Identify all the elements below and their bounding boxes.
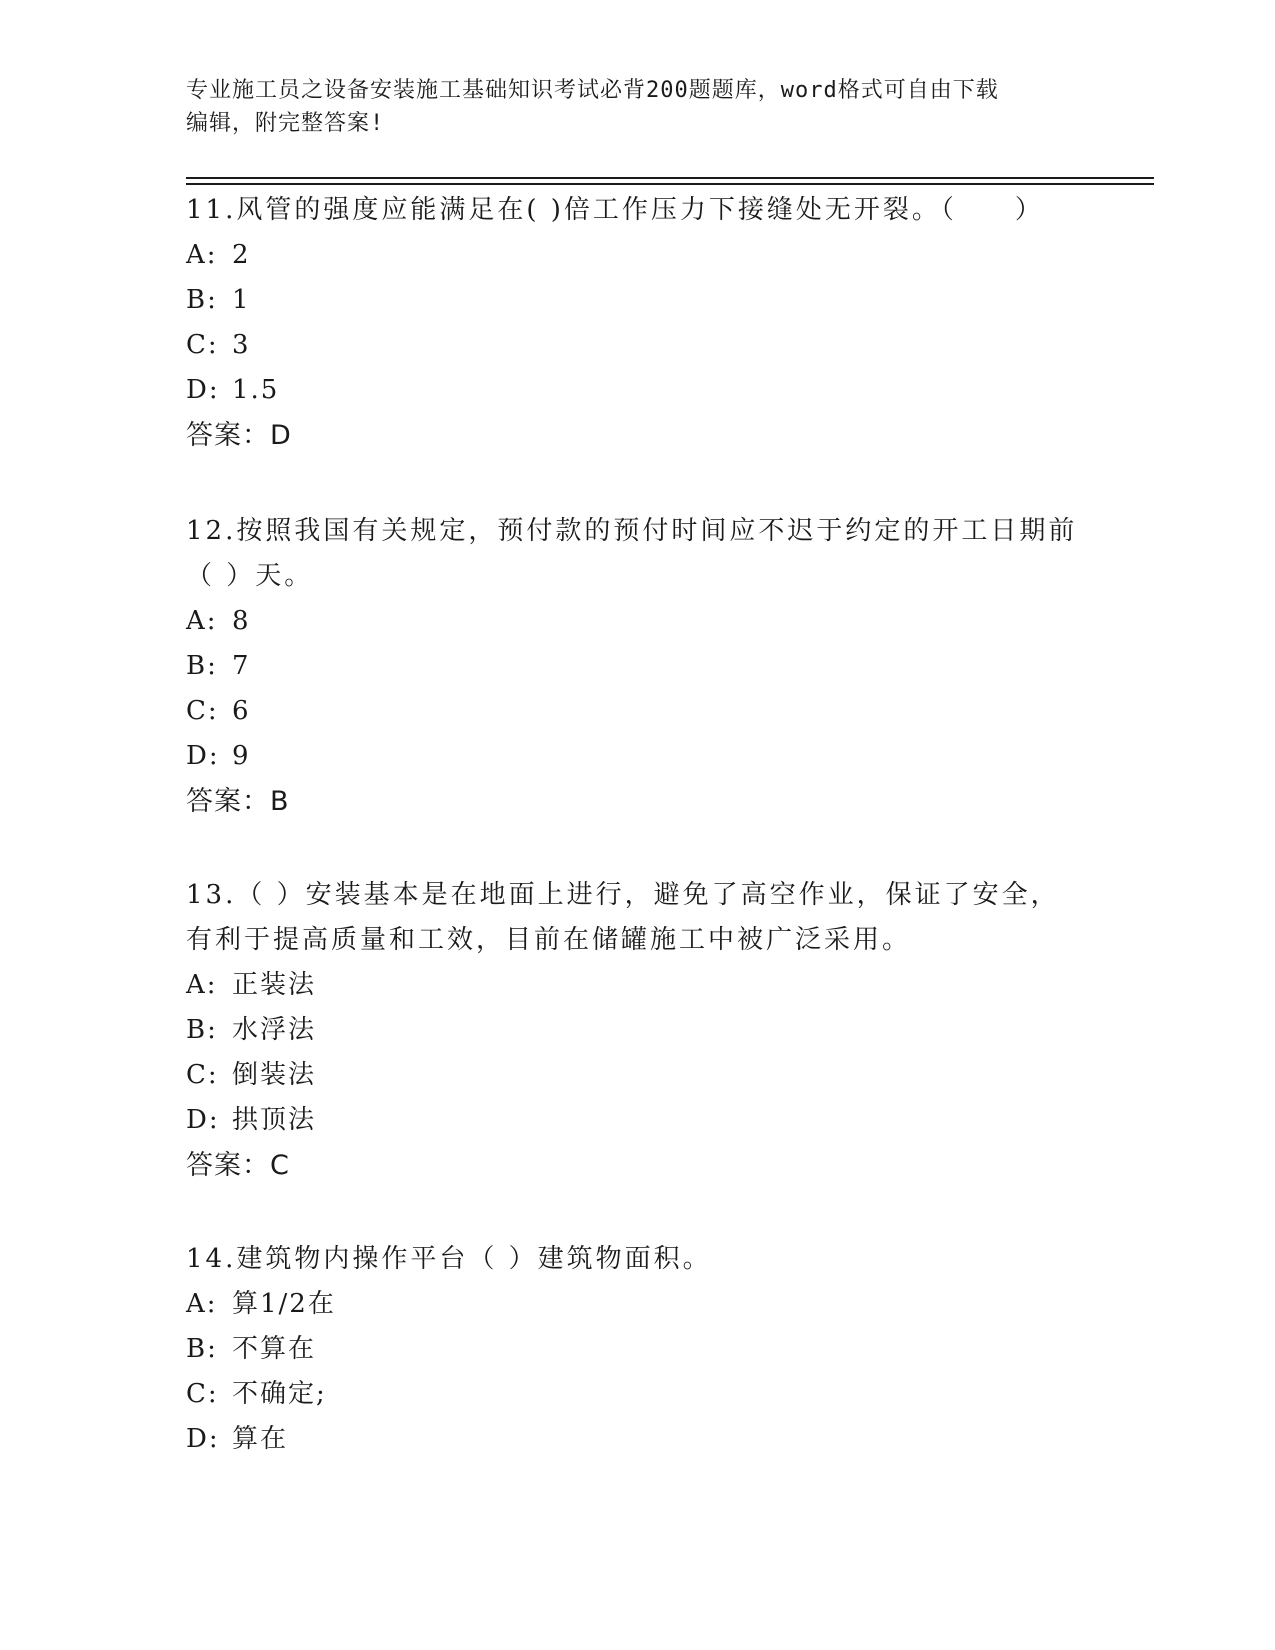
option-value: 倒装法 xyxy=(232,1060,317,1090)
option-key: A: xyxy=(186,606,218,636)
option-b xyxy=(186,1327,1086,1372)
question-13 xyxy=(186,873,1086,1188)
option-key: C: xyxy=(186,330,219,360)
option-key: C: xyxy=(186,1060,219,1090)
option-key: D: xyxy=(186,741,220,771)
option-d xyxy=(186,368,1086,413)
option-a xyxy=(186,963,1086,1008)
option-c xyxy=(186,1372,1086,1417)
option-value: 水浮法 xyxy=(232,1015,317,1045)
header-divider-top xyxy=(186,177,1154,179)
answer-label: 答案：B xyxy=(186,786,290,817)
option-value: 6 xyxy=(232,696,251,726)
option-key: C: xyxy=(186,696,219,726)
option-b xyxy=(186,1008,1086,1053)
question-text: 12.按照我国有关规定，预付款的预付时间应不迟于约定的开工日期前（ ）天。 xyxy=(186,516,1078,591)
option-b xyxy=(186,644,1086,689)
option-value: 2 xyxy=(232,240,251,270)
option-value: 算1/2在 xyxy=(232,1289,336,1319)
option-key: B: xyxy=(186,651,218,681)
option-a xyxy=(186,599,1086,644)
question-11 xyxy=(186,188,1086,458)
option-c xyxy=(186,323,1086,368)
option-value: 拱顶法 xyxy=(232,1105,317,1135)
option-a xyxy=(186,1282,1086,1327)
option-key: A: xyxy=(186,1289,218,1319)
document-header xyxy=(186,74,1086,140)
option-value: 1.5 xyxy=(232,375,280,405)
option-b xyxy=(186,278,1086,323)
option-key: D: xyxy=(186,1105,220,1135)
question-12 xyxy=(186,509,1086,824)
header-divider-bottom xyxy=(186,183,1154,185)
question-14 xyxy=(186,1237,1086,1462)
answer-label: 答案：D xyxy=(186,420,292,451)
option-value: 8 xyxy=(232,606,251,636)
option-value: 1 xyxy=(232,285,251,315)
option-key: D: xyxy=(186,375,220,405)
option-key: C: xyxy=(186,1379,219,1409)
option-d xyxy=(186,1417,1086,1462)
header-title-line-1: 专业施工员之设备安装施工基础知识考试必背200题题库，word格式可自由下载 xyxy=(186,78,999,103)
option-c xyxy=(186,1053,1086,1098)
option-value: 不确定; xyxy=(232,1379,327,1409)
option-d xyxy=(186,1098,1086,1143)
question-text: 11.风管的强度应能满足在( )倍工作压力下接缝处无开裂。（ ） xyxy=(186,195,1044,225)
option-value: 不算在 xyxy=(232,1334,317,1364)
option-key: A: xyxy=(186,240,218,270)
option-key: B: xyxy=(186,285,218,315)
option-key: B: xyxy=(186,1334,218,1364)
question-text: 14.建筑物内操作平台（ ）建筑物面积。 xyxy=(186,1244,712,1274)
header-title-line-2: 编辑，附完整答案! xyxy=(186,111,385,136)
option-value: 7 xyxy=(232,651,251,681)
option-d xyxy=(186,734,1086,779)
option-key: D: xyxy=(186,1424,220,1454)
option-key: A: xyxy=(186,970,218,1000)
option-value: 正装法 xyxy=(232,970,317,1000)
answer-label: 答案：C xyxy=(186,1150,290,1181)
option-value: 算在 xyxy=(232,1424,289,1454)
option-value: 3 xyxy=(232,330,251,360)
option-a xyxy=(186,233,1086,278)
option-c xyxy=(186,689,1086,734)
option-value: 9 xyxy=(232,741,251,771)
question-text: 13.（ ）安装基本是在地面上进行，避免了高空作业，保证了安全，有利于提高质量和工效，目前在储罐施工中被广泛采用。 xyxy=(186,880,1060,955)
option-key: B: xyxy=(186,1015,218,1045)
